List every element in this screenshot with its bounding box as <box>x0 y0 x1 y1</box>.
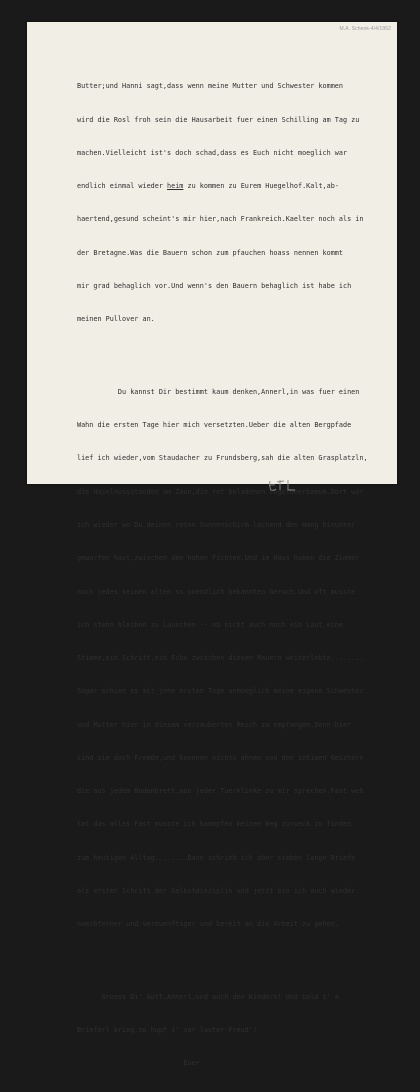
text-line: endlich einmal wieder heim zu kommen zu Eurem Huegelhof.Kalt,ab- <box>77 182 339 191</box>
text-line: geworfen hast,zwischen den hohen Fichten.Und im Haus haben die Zimmer <box>77 554 360 563</box>
text-line: Du kannst Dir bestimmt kaum denken,Annerl,in was fuer einen <box>117 387 360 396</box>
text-line: ich wieder wo Du deinen roten Sonnenschirm lachend den Hang hinunter <box>77 520 356 529</box>
text-line: Gruess Di' Gott,Annerl,und auch den Kindern! Und bald i' a <box>101 992 339 1001</box>
text-line: Brieferl krieg,so hupf i' vor lauter Freud'! <box>77 1026 258 1035</box>
closing: Euer <box>183 1059 200 1068</box>
handwritten-signature <box>267 477 301 493</box>
text-line: und Mutter hier in diesem verzauberten Reich zu empfangen.Denn hier <box>77 720 352 729</box>
text-line: der Bretagne.Was die Bauern schon zum pfauchen hoass nennen kommt <box>77 248 343 257</box>
text-line: wird die Rosl froh sein die Hausarbeit fuer einen Schilling am Tag zu <box>77 115 360 124</box>
text-line <box>77 1058 407 1069</box>
text-line: lief ich wieder,vom Staudacher zu Frundsberg,sah die alten Grasplatzln, <box>77 454 368 463</box>
text-line: Stimme,ein Schritt,ein Echo zwischen diesen Mauern weiterlebte........ <box>77 654 364 663</box>
text-line: Butter;und Hanni sagt,dass wenn meine Mutter und Schwester kommen <box>77 82 343 91</box>
text-line: ich stehn bleiben zu lauschen -- ob nicht auch noch ein Laut,eine <box>77 620 343 629</box>
text-line: sind sie doch Fremde,und koennen nichts ahnen von den intimen Geistern <box>77 753 364 762</box>
text-line: meinen Pullover an. <box>77 315 155 324</box>
archive-reference: M.A. Schenk-4/4/1952 <box>339 26 391 32</box>
text-line: zum heutigen Alltag........Dann schrieb ich aber sieben lange Briefe <box>77 853 356 862</box>
text-line: machen.Vielleicht ist's doch schad,dass es Euch nicht moeglich war <box>77 148 348 157</box>
text-line: nuechterner und vernuenftiger und bereit an die Arbeit zu gehen. <box>77 920 339 929</box>
text-line: Sogar schien es mir jene ersten Tage unmoeglich meine eigene Schwester <box>77 687 364 696</box>
text-line: Wahn die ersten Tage hier mich versetzten.Ueber die alten Bergpfade <box>77 421 352 430</box>
text-line: die Haselnussstauden am Zaun,die rot beladenen Vogelbeerbaeum.Dort war <box>77 487 364 496</box>
text-line: haertend,gesund scheint's mir hier,nach Frankreich.Kaelter noch als in <box>77 215 364 224</box>
text-line: die aus jedem Bodenbrett,aus jeder Tuerklinke zu mir sprechen.Fast weh <box>77 787 364 796</box>
text-line: tat das alles.Fast musste ich kaempfen meinen Weg zurueck zu finden <box>77 820 352 829</box>
letter-body <box>77 48 407 1092</box>
letter-page <box>27 22 397 1068</box>
text-line: mir grad behaglich vor.Und wenn's den Bauern behaglich ist habe ich <box>77 281 352 290</box>
text-line: noch jedes seinen alten so unendlich bekannten Geruch.Und oft musste <box>77 587 356 596</box>
text-line: als ersten Schritt der Selbstdisziplin und jetzt bin ich auch wieder <box>77 887 356 896</box>
underlined-word: heim <box>167 182 184 191</box>
